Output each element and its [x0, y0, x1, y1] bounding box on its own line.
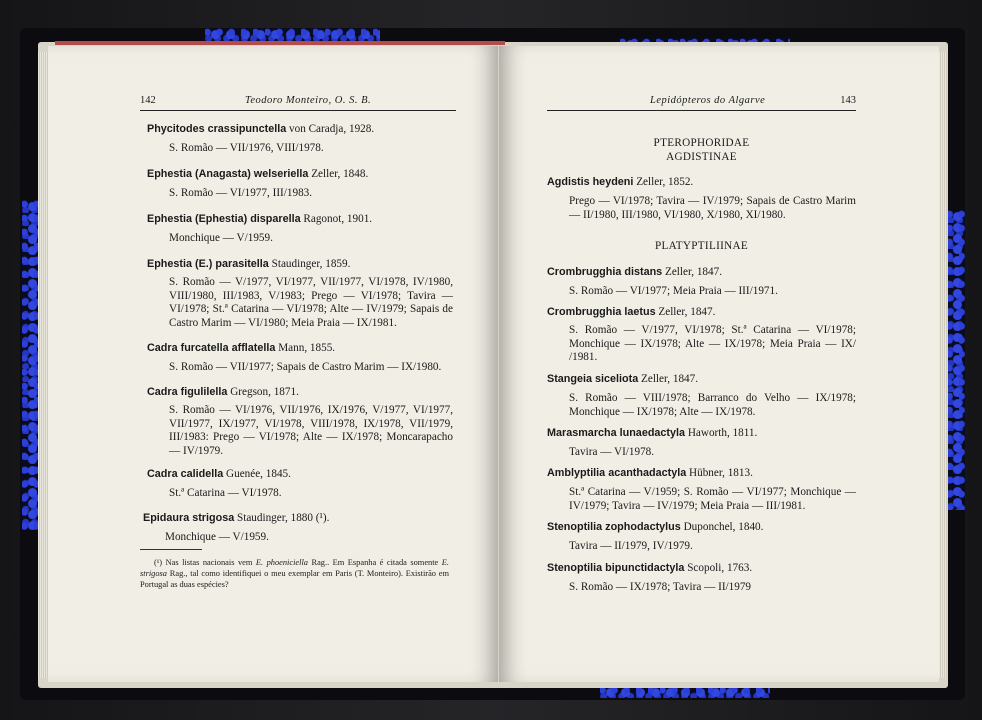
species-records: Tavira — II/1979, IV/1979.	[569, 540, 693, 552]
species-author: Zeller, 1847.	[658, 306, 716, 318]
species-records: S. Romão — VII/1977; Sapais de Castro Marim — IX/1980.	[169, 361, 442, 373]
species-records: St.ª Catarina — VI/1978.	[169, 487, 282, 499]
species-author: Hübner, 1813.	[689, 467, 753, 479]
species-author: Staudinger, 1880 (¹).	[237, 512, 330, 524]
footnote-text: Rag., tal como identifiquei o meu exemplar em Paris (T. Monteiro). Existirão em Portugal as duas espécies?	[140, 569, 450, 589]
species-entry	[547, 561, 856, 594]
species-entry	[147, 122, 453, 155]
species-entry	[547, 265, 856, 298]
footnote-mark: (¹)	[154, 558, 163, 567]
species-name: Stenoptilia bipunctidactyla	[547, 562, 685, 574]
species-records: St.ª Catarina — V/1959; S. Romão — VI/1977; Monchique — IV/1979; Tavira — IV/1979; Meia Praia — III/1981.	[569, 486, 856, 512]
species-author: Zeller, 1847.	[641, 373, 699, 385]
species-name: Epidaura strigosa	[143, 512, 235, 524]
species-records: S. Romão — VI/1977; Meia Praia — III/1971.	[569, 285, 778, 297]
species-entry	[547, 520, 856, 553]
species-author: Ragonot, 1901.	[303, 213, 373, 225]
running-title: Lepidópteros do Algarve	[650, 95, 766, 106]
species-entry	[547, 426, 856, 459]
species-records: S. Romão — IX/1978; Tavira — II/1979	[569, 581, 752, 593]
species-author: Staudinger, 1859.	[271, 258, 351, 270]
species-entry	[143, 511, 453, 544]
species-entry	[147, 167, 453, 200]
species-name: Stenoptilia zophodactylus	[547, 521, 681, 533]
species-name: Agdistis heydeni	[547, 176, 634, 188]
species-author: Gregson, 1871.	[230, 386, 299, 398]
species-entry	[547, 305, 856, 365]
subfamily-heading: AGDISTINAE	[666, 151, 737, 163]
species-author: von Caradja, 1928.	[289, 123, 375, 135]
species-author: Zeller, 1848.	[311, 168, 369, 180]
species-author: Zeller, 1852.	[636, 176, 694, 188]
species-records: S. Romão — V/1977, VI/1977, VII/1977, VI/1978, IV/1980, VIII/1980, III/1983, V/1983; Prego — VI/1978; Tavira — VI/1978; St.ª Catarina — VI/1978; Alte — IV/1979; Sapais de Castro Marim — VI/1980; Meia Praia — IX/1981.	[169, 276, 453, 329]
left-page-header	[140, 95, 456, 111]
page-edge-red	[55, 41, 505, 45]
footnote-text: Nas listas nacionais vem	[165, 558, 253, 567]
species-name: Cadra furcatella afflatella	[147, 342, 276, 354]
species-name: Stangeia siceliota	[547, 373, 639, 385]
species-name: Ephestia (Ephestia) disparella	[147, 213, 301, 225]
species-name: Amblyptilia acanthadactyla	[547, 467, 687, 479]
species-name: Crombrugghia distans	[547, 266, 663, 278]
page-number: 143	[840, 95, 856, 106]
right-page-header	[547, 95, 856, 111]
species-records: Prego — VI/1978; Tavira — IV/1979; Sapais de Castro Marim — II/1980, III/1980, VI/1980, X/1980, XI/1980.	[569, 195, 856, 221]
species-name: Crombrugghia laetus	[547, 306, 656, 318]
footnote-text: Rag.. Em Espanha é citada somente	[311, 558, 439, 567]
species-entry	[547, 372, 856, 419]
species-records: S. Romão — VIII/1978; Barranco do Velho — IX/1978; Monchique — IX/1978; Alte — IX/1978.	[569, 392, 856, 418]
subfamily-heading: PLATYPTILIINAE	[654, 240, 749, 252]
running-title: Teodoro Monteiro, O. S. B.	[245, 95, 372, 106]
marbled-cover-left	[22, 200, 38, 530]
species-author: Zeller, 1847.	[664, 266, 723, 278]
species-name: Marasmarcha lunaedactyla	[547, 427, 686, 439]
species-records: S. Romão — VII/1976, VIII/1978.	[169, 142, 324, 154]
species-entry	[147, 385, 453, 458]
footnote-species-italic: E. phoeniciella	[255, 558, 308, 567]
species-author: Duponchel, 1840.	[683, 521, 764, 533]
species-entry	[147, 341, 453, 374]
species-entry	[547, 466, 856, 513]
species-records: Monchique — V/1959.	[169, 232, 273, 244]
species-records: Tavira — VI/1978.	[569, 446, 655, 458]
species-name: Cadra calidella	[147, 468, 224, 480]
species-name: Ephestia (Anagasta) welseriella	[147, 168, 309, 180]
family-heading: PTEROPHORIDAE	[653, 137, 750, 149]
species-entry	[147, 212, 453, 245]
species-author: Mann, 1855.	[278, 342, 336, 354]
species-name: Cadra figulilella	[147, 386, 228, 398]
species-name: Ephestia (E.) parasitella	[147, 258, 269, 270]
footnote-rule	[140, 549, 202, 550]
species-author: Scopoli, 1763.	[687, 562, 753, 574]
species-entry	[147, 257, 453, 330]
species-records: Monchique — V/1959.	[165, 531, 269, 543]
page-number: 142	[140, 95, 156, 106]
footnote-species-italic: E. strigosa	[140, 558, 449, 578]
species-records: S. Romão — VI/1976, VII/1976, IX/1976, V/1977, VI/1977, VII/1977, IX/1977, VI/1978, VIII/1978, IX/1978, VII/1979, III/1983: Prego — VI/1978; Alte — IX/1978; Moncarapacho — IV/1979.	[169, 404, 453, 457]
species-records: S. Romão — VI/1977, III/1983.	[169, 187, 313, 199]
footnote	[140, 557, 449, 590]
species-entry	[147, 467, 453, 500]
marbled-cover-right	[947, 210, 965, 510]
species-name: Phycitodes crassipunctella	[147, 123, 287, 135]
species-author: Guenée, 1845.	[226, 468, 291, 480]
species-records: S. Romão — V/1977, VI/1978; St.ª Catarina — VI/1978; Monchique — IX/1978; Alte — IX/1978; Meia Praia — IX/ /1981.	[569, 324, 856, 363]
species-author: Haworth, 1811.	[687, 427, 758, 439]
species-entry	[547, 175, 856, 222]
